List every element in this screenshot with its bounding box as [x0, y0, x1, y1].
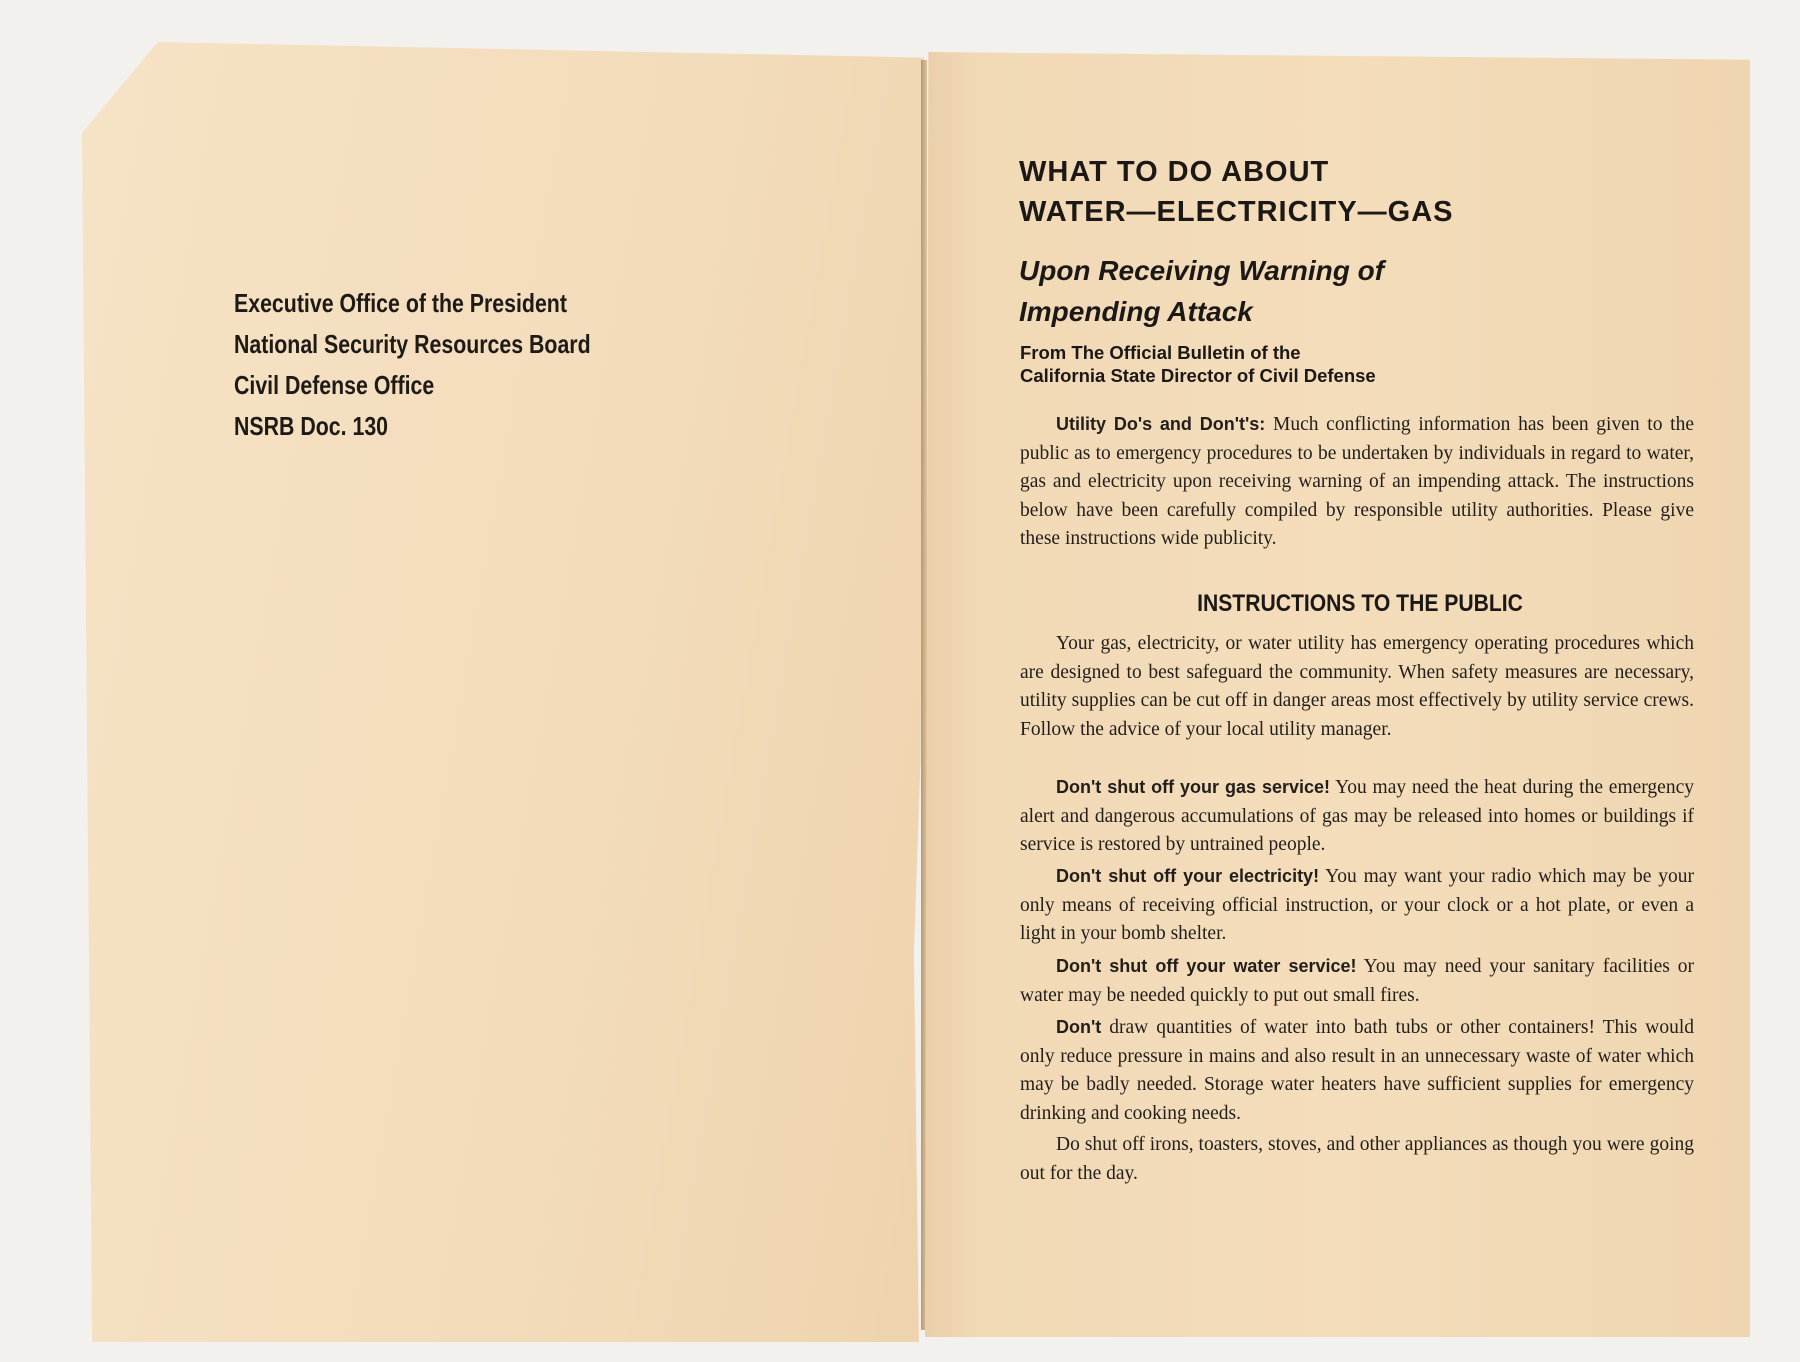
- intro-lead: Utility Do's and Don't's:: [1056, 414, 1266, 434]
- paragraph-appliances: [1020, 1131, 1694, 1188]
- paragraph-electricity: [1020, 862, 1694, 949]
- intro-text: Much conflicting information has been given to the public as to emergency procedures to be undertaken by individuals in regard to water, gas and electricity upon receiving warning of an impending attack. The instructions below have been carefully compiled by responsible utility authorities. Please give these instructions wide publicity.: [1020, 414, 1694, 549]
- paragraph-text: Your gas, electricity, or water utility has emergency operating procedures which are designed to best safeguard the community. When safety measures are necessary, utility supplies can be cut off in danger areas most effectively by utility service crews. Follow the advice of your local utility manager.: [1020, 633, 1694, 740]
- paragraph-lead: Don't shut off your gas service!: [1056, 777, 1330, 797]
- paragraph-gas: [1020, 773, 1694, 860]
- paragraph-water: [1020, 952, 1694, 1010]
- source-line-2: California State Director of Civil Defense: [1020, 365, 1376, 386]
- paragraph-lead: Don't shut off your water service!: [1056, 956, 1357, 976]
- title-line-1: WHAT TO DO ABOUT: [1019, 156, 1330, 188]
- source-attribution: [1020, 341, 1376, 387]
- subtitle-line-1: Upon Receiving Warning of: [1019, 255, 1385, 286]
- paragraph-text: You may need the heat during the emergency alert and dangerous accumulations of gas may be released into homes or buildings if service is restored by untrained people.: [1020, 777, 1694, 855]
- stamp-line-doc-number: NSRB Doc. 130: [234, 411, 389, 441]
- paragraph-text: You may need your sanitary facilities or water may be needed quickly to put out small fires.: [1020, 956, 1695, 1006]
- intro-paragraph: [1020, 410, 1694, 554]
- paragraph-utility-procedures: [1020, 630, 1694, 744]
- source-line-1: From The Official Bulletin of the: [1020, 342, 1301, 363]
- stamp-line-executive-office: Executive Office of the President: [234, 288, 567, 318]
- paragraph-text: draw quantities of water into bath tubs or other containers! This would only reduce pressure in mains and also result in an unnecessary waste of water which may be badly needed. Storage water heaters have sufficient supplies for emergency drinking and cooking needs.: [1020, 1017, 1694, 1124]
- subtitle-line-2: Impending Attack: [1019, 296, 1253, 327]
- agency-stamp: [234, 283, 591, 447]
- section-title: INSTRUCTIONS TO THE PUBLIC: [1197, 590, 1523, 617]
- title-line-2: WATER—ELECTRICITY—GAS: [1019, 196, 1454, 228]
- paragraph-text: Do shut off irons, toasters, stoves, and other appliances as though you were going out for the day.: [1020, 1134, 1694, 1184]
- page-title: [1019, 152, 1454, 232]
- left-page: [82, 42, 924, 1342]
- page-subtitle: [1019, 250, 1384, 332]
- paragraph-lead: Don't shut off your electricity!: [1056, 866, 1320, 886]
- paragraph-text: You may want your radio which may be your only means of receiving official instruction, or your clock or a hot plate, or even a light in your bomb shelter.: [1020, 866, 1695, 944]
- paragraph-containers: [1020, 1013, 1694, 1128]
- stamp-line-nsrb: National Security Resources Board: [234, 329, 591, 359]
- stamp-line-civil-defense: Civil Defense Office: [234, 370, 435, 400]
- paragraph-lead: Don't: [1056, 1017, 1102, 1037]
